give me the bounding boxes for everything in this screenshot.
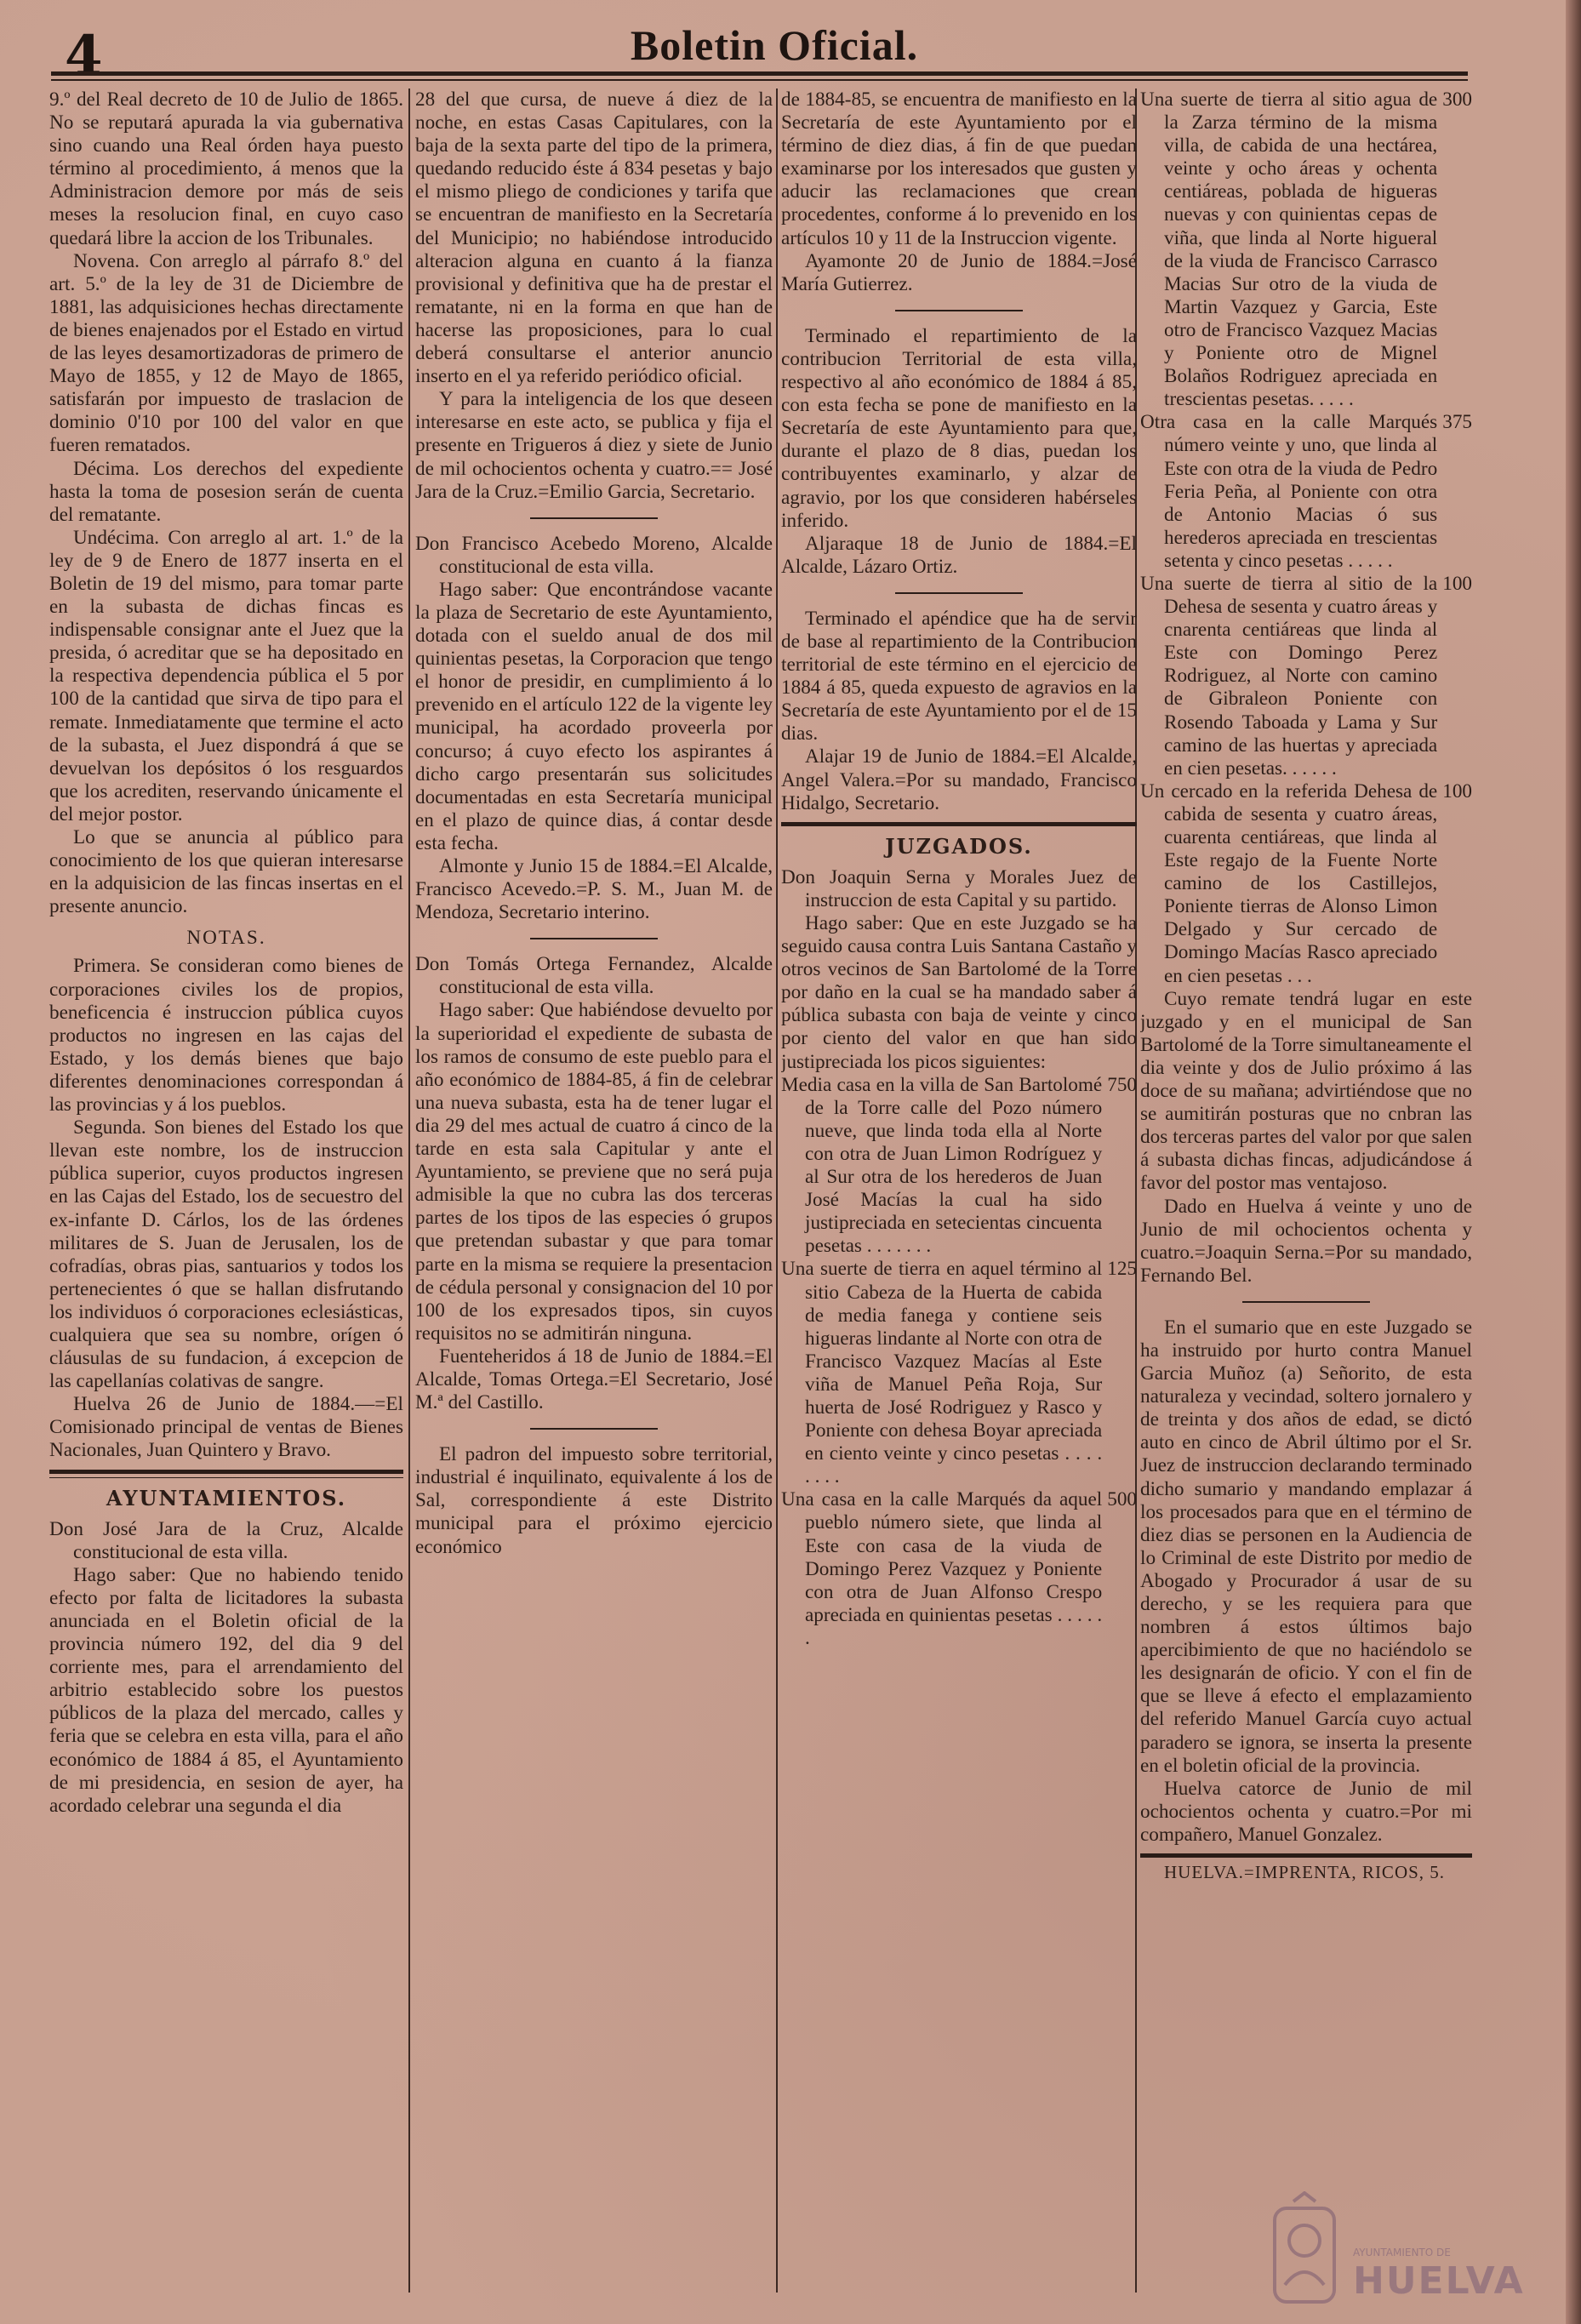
paragraph: Undécima. Con arreglo al art. 1.º de la ley de 9 de Enero de 1877 inserta en el Boletin de 19 del mismo, para tomar parte en la subasta de dichas fincas es indispensable consignar ante el Juez que la presida, ó acreditar que se ha depositado en la respectiva dependencia pública el 5 por 100 de la cantidad que sirva de tipo para el remate. Inmediatamente que termine el acto de la subasta, el Juez dispondrá á que se devuelvan los depósitos ó los resguardos que los acrediten, reservando únicamente el del mejor postor. [49, 526, 403, 825]
separator-rule [895, 592, 1023, 594]
watermark-name: HUELVA [1353, 2259, 1525, 2303]
paragraph: Lo que se anuncia al público para conocimiento de los que quieran interesarse en la adquisicion de las fincas insertas en el presente anuncio. [49, 826, 403, 918]
notice-heading: Don Francisco Acebedo Moreno, Alcalde constitucional de esta villa. [415, 532, 773, 578]
paragraph: Huelva 26 de Junio de 1884.—=El Comisionado principal de ventas de Bienes Nacionales, Juan Quintero y Bravo. [49, 1393, 403, 1462]
property-lot [781, 1488, 1137, 1650]
masthead-title: Boletin Oficial. [630, 21, 919, 69]
notas-heading: NOTAS. [186, 927, 266, 950]
separator-rule [1242, 1301, 1370, 1303]
lot-price: 100 [1442, 572, 1472, 595]
header-rule-thin [51, 79, 1468, 81]
signature: Huelva catorce de Junio de mil ochocientos ochenta y cuatro.=Por mi compañero, Manuel Gonzalez. [1140, 1777, 1472, 1846]
signature: Ayamonte 20 de Junio de 1884.=José María Gutierrez. [781, 249, 1137, 295]
lot-description: Un cercado en la referida Dehesa de cabida de sesenta y cuatro áreas, cuarenta centiáreas, que linda al Este regajo de la Fuente Norte camino de los Castillejos, Poniente tierras de Alonso Limon Delgado y Sur cercado de Domingo Macías Rasco apreciado en cien pesetas . . . [1140, 779, 1438, 987]
property-lot [1140, 89, 1472, 411]
lot-price: 100 [1442, 779, 1472, 802]
scan-edge [1566, 0, 1581, 2324]
paragraph: Y para la inteligencia de los que deseen interesarse en este acto, se publica y fija el presente en Trigueros á diez y siete de Junio de mil ochocientos ochenta y cuatro.== José Jara de la Cruz.=Emilio Garcia, Secretario. [415, 388, 773, 503]
header-rule [51, 71, 1468, 76]
column-2 [415, 89, 773, 2293]
lot-description: Media casa en la villa de San Bartolomé de la Torre calle del Pozo número nueve, que linda toda ella al Norte con otra de Juan Limon Rodríguez y al Sur otra de los herederos de Juan José Macías la cual ha sido justipreciada en setecientas cincuenta pesetas . . . . . . . [781, 1073, 1103, 1258]
section-heading-ayuntamientos: AYUNTAMIENTOS. [106, 1485, 347, 1510]
signature: Alajar 19 de Junio de 1884.=El Alcalde, Angel Valera.=Por su mandado, Francisco Hidalgo, Secretario. [781, 745, 1137, 814]
lot-price: 375 [1442, 411, 1472, 434]
lot-description: Una suerte de tierra al sitio de la Dehesa de sesenta y cuatro áreas y cnarenta centiáreas que linda al Este con Domingo Perez Rodriguez, al Norte con camino de Gibraleon Poniente con Rosendo Taboada y Lama y Sur camino de las huertas y apreciada en cien pesetas. . . . . . [1140, 572, 1438, 779]
footer-rule [1140, 1853, 1472, 1858]
property-lot [781, 1074, 1137, 1259]
paragraph: 9.º del Real decreto de 10 de Julio de 1865. No se reputará apurada la via gubernativa sino cuando una Real órden haya puesto término al procedimiento, á menos que la Administracion demore por más de seis meses la resolucion final, en cuyo caso quedará libre la accion de los Tribunales. [49, 89, 403, 249]
column-1 [49, 89, 403, 2293]
paragraph: Hago saber: Que no habiendo tenido efecto por falta de licitadores la subasta anunciada en el Boletin oficial de la provincia número 192, del dia 9 del corriente mes, para el arrendamiento del arbitrio establecido sobre los puestos públicos de la plaza del mercado, calles y feria que se celebra en esta villa, para el año económico de 1884 á 85, el Ayuntamiento de mi presidencia, en sesion de ayer, ha acordado celebrar una segunda el dia [49, 1563, 403, 1817]
printer-imprint: HUELVA.=IMPRENTA, RICOS, 5. [1164, 1862, 1446, 1883]
paragraph: Segunda. Son bienes del Estado los que llevan este nombre, los de instruccion pública superior, cuyos productos ingresen en las Cajas del Estado, los de secuestro del ex-infante D. Cárlos, los de las órdenes militares de S. Juan de Jerusalen, los de cofradías, obras pias, santuarios y todos los pertenecientes ó que se hallan disfrutando los individuos ó corporaciones eclesiásticas, cualquiera que sea su nombre, orígen ó cláusulas de su fundacion, á excepcion de las capellanías colativas de sangre. [49, 1116, 403, 1393]
lot-price: 300 [1442, 89, 1472, 111]
separator-rule [530, 1428, 658, 1430]
lot-price: 500 [1107, 1488, 1137, 1511]
separator-rule [530, 517, 658, 519]
signature: Fuenteheridos á 18 de Junio de 1884.=El Alcalde, Tomas Ortega.=El Secretario, José M.ª del Castillo. [415, 1345, 773, 1414]
lot-description: Otra casa en la calle Marqués número veinte y uno, que linda al Este con otra de la viuda de Pedro Feria Peña, al Poniente con otra de Antonio Macias ó sus herederos apreciada en trescientas setenta y cinco pesetas . . . . . [1140, 411, 1438, 572]
paragraph: Décima. Los derechos del expediente hasta la toma de posesion serán de cuenta del rematante. [49, 457, 403, 526]
watermark-subtitle: AYUNTAMIENTO DE [1353, 2247, 1451, 2258]
notice-heading: Don Joaquin Serna y Morales Juez de instruccion de esta Capital y su partido. [781, 865, 1137, 911]
lot-price: 750 [1107, 1073, 1137, 1096]
section-rule-thin [49, 1477, 403, 1478]
column-4 [1140, 89, 1472, 2293]
property-lot [1140, 573, 1472, 780]
column-divider-1 [408, 89, 410, 2293]
paragraph: de 1884-85, se encuentra de manifiesto en la Secretaría de este Ayuntamiento por el término de diez dias, á fin de que puedan examinarse por los interesados que gusten y aducir las reclamaciones que crean procedentes, conforme á lo prevenido en los artículos 10 y 11 de la Instruccion vigente. [781, 89, 1137, 249]
paragraph: Hago saber: Que habiéndose devuelto por la superioridad el expediente de subasta de los ramos de consumo de este pueblo para el año económico de 1884-85, á fin de celebrar una nueva subasta, esta ha de tener lugar el dia 29 del mes actual de cuatro á cinco de la tarde en esta sala Capitular y ante el Ayuntamiento, se previene que no será puja admisible la que no cubra las dos terceras partes de los tipos de las especies ó grupos que pretendan subastar y que para tomar parte en la misma se requiere la presentacion de cédula personal y consignacion del 10 por 100 de los expresados tipos, sin cuyos requisitos no se admitirán ninguna. [415, 999, 773, 1345]
notice-heading: Don Tomás Ortega Fernandez, Alcalde constitucional de esta villa. [415, 953, 773, 999]
lot-description: Una suerte de tierra al sitio agua de la Zarza término de la misma villa, de cabida de una hectárea, veinte y ocho áreas y ochenta centiáreas, poblada de higueras nuevas y con quinientas cepas de viña, que linda al Norte higueral de la viuda de Francisco Carrasco Macias Sur otro de la viuda de Martin Vazquez y Garcia, Este otro de Francisco Vazquez Macias y Poniente otro de Mignel Bolaños Rodriguez apreciada en trescientas pesetas. . . . . [1140, 89, 1438, 411]
lot-description: Una suerte de tierra en aquel término al sitio Cabeza de la Huerta de cabida de media fanega y contiene seis higueras lindante al Norte con otra de Francisco Vazquez Macías al Este viña de Manuel Peña Roja, Sur huerta de José Rodriguez y Rasco y Poniente con dehesa Boyar apreciada en ciento veinte y cinco pesetas . . . . . . . . [781, 1258, 1103, 1488]
separator-rule [895, 310, 1023, 311]
paragraph: Terminado el repartimiento de la contribucion Territorial de esta villa, respectivo al año económico de 1884 á 85, con esta fecha se pone de manifiesto en la Secretaría de este Ayuntamiento para que, durante el plazo de 8 dias, puedan los contribuyentes examinarlo, y alzar de agravio, por los que consideren habérseles inferido. [781, 324, 1137, 532]
section-rule [49, 1470, 403, 1474]
signature: Dado en Huelva á veinte y uno de Junio de mil ochocientos ochenta y cuatro.=Joaquin Serna.=Por su mandado, Fernando Bel. [1140, 1195, 1472, 1287]
paragraph: 28 del que cursa, de nueve á diez de la noche, en estas Casas Capitulares, con la baja de la sexta parte del tipo de la primera, quedando reducido éste á 834 pesetas y bajo el mismo pliego de condiciones y tarifa que se encuentran de manifiesto en la Secretaría del Municipio; no habiéndose introducido alteracion alguna en cuanto á la fianza provisional y definitiva que ha de prestar el rematante, ni en la forma en que han de hacerse las proposiciones, para lo cual deberá consultarse el anterior anuncio inserto en el ya referido periódico oficial. [415, 89, 773, 388]
lot-price: 125 [1107, 1258, 1137, 1281]
column-3 [781, 89, 1137, 2293]
section-heading-juzgados: JUZGADOS. [885, 833, 1033, 859]
page-number: 4 [65, 24, 103, 88]
column-divider-2 [776, 89, 778, 2293]
signature: Aljaraque 18 de Junio de 1884.=El Alcalde, Lázaro Ortiz. [781, 532, 1137, 578]
property-lot [781, 1258, 1137, 1488]
paragraph: Primera. Se consideran como bienes de corporaciones civiles los de propios, beneficencia é instruccion pública cuyos productos no ingresen en las cajas del Estado, y los demás bienes que bajo diferentes denominaciones correspondan á las provincias y á los pueblos. [49, 955, 403, 1116]
paragraph: Cuyo remate tendrá lugar en este juzgado y en el municipal de San Bartolomé de la Torre simultaneamente el dia veinte y dos de Julio próximo á las doce de su mañana; advirtiéndose que no se aumitirán posturas que no cnbran las dos terceras partes del valor por que salen á subasta dichas fincas, adjudicándose á favor del postor mas ventajoso. [1140, 987, 1472, 1195]
section-rule [781, 822, 1137, 826]
paragraph: En el sumario que en este Juzgado se ha instruido por hurto contra Manuel Garcia Muñoz (a) Señorito, de esta naturaleza y vecindad, soltero jornalero y de treinta y dos años de edad, se dictó auto en cinco de Abril último por el Sr. Juez de instruccion declarando terminado dicho sumario y mandando emplazar á los procesados para que en el término de diez dias se personen en la Audiencia de lo Criminal de este Distrito por medio de Abogado y Procurador á usar de su derecho, y se les requiera para que nombren á estos últimos bajo apercibimiento de que no haciéndolo se les designarán de oficio. Y con el fin de que se lleve á efecto el emplazamiento del referido Manuel García cuyo actual paradero se ignora, se inserta la presente en el boletin oficial de la provincia. [1140, 1316, 1472, 1777]
separator-rule [530, 938, 658, 939]
paragraph: El padron del impuesto sobre territorial, industrial é inquilinato, equivalente á los de Sal, correspondiente á este Distrito municipal para el próximo ejercicio económico [415, 1443, 773, 1558]
paragraph: Hago saber: Que en este Juzgado se ha seguido causa contra Luis Santana Castaño y otros vecinos de San Bartolomé de la Torre por daño en la cual se ha mandado saber á pública subasta con baja de veinte y cinco por ciento del valor en que han sido justipreciada los picos siguientes: [781, 912, 1137, 1073]
paragraph: Novena. Con arreglo al párrafo 8.º del art. 5.º de la ley de 31 de Diciembre de 1881, las adquisiciones hechas directamente de bienes enajenados por el Estado en virtud de las leyes desamortizadoras de primero de Mayo de 1855, y 12 de Mayo de 1865, satisfarán por impuesto de traslacion de dominio 0'10 por 100 del valor en que fueren rematados. [49, 249, 403, 457]
paragraph: Terminado el apéndice que ha de servir de base al repartimiento de la Contribucion territorial de este término en el ejercicio de 1884 á 85, queda expuesto de agravios en la Secretaría de este Ayuntamiento por el de 15 dias. [781, 607, 1137, 745]
paragraph: Hago saber: Que encontrándose vacante la plaza de Secretario de este Ayuntamiento, dotada con el sueldo anual de dos mil quinientas pesetas, la Corporacion que tengo el honor de presidir, en cumplimiento á lo prevenido en el artículo 122 de la vigente ley municipal, ha acordado proveerla por concurso; á cuyo efecto los aspirantes á dicho cargo presentarán sus solicitudes documentadas en esta Secretaría municipal en el plazo de quince dias, á contar desde esta fecha. [415, 578, 773, 854]
lot-description: Una casa en la calle Marqués da aquel pueblo número siete, que linda al Este con casa de la viuda de Domingo Perez Vazquez y Poniente con otra de Juan Alfonso Crespo apreciada en quinientas pesetas . . . . . . [781, 1488, 1103, 1649]
notice-heading: Don José Jara de la Cruz, Alcalde constitucional de esta villa. [49, 1517, 403, 1563]
signature: Almonte y Junio 15 de 1884.=El Alcalde, Francisco Acevedo.=P. S. M., Juan M. de Mendoza, Secretario interino. [415, 855, 773, 924]
property-lot [1140, 411, 1472, 573]
property-lot [1140, 780, 1472, 988]
